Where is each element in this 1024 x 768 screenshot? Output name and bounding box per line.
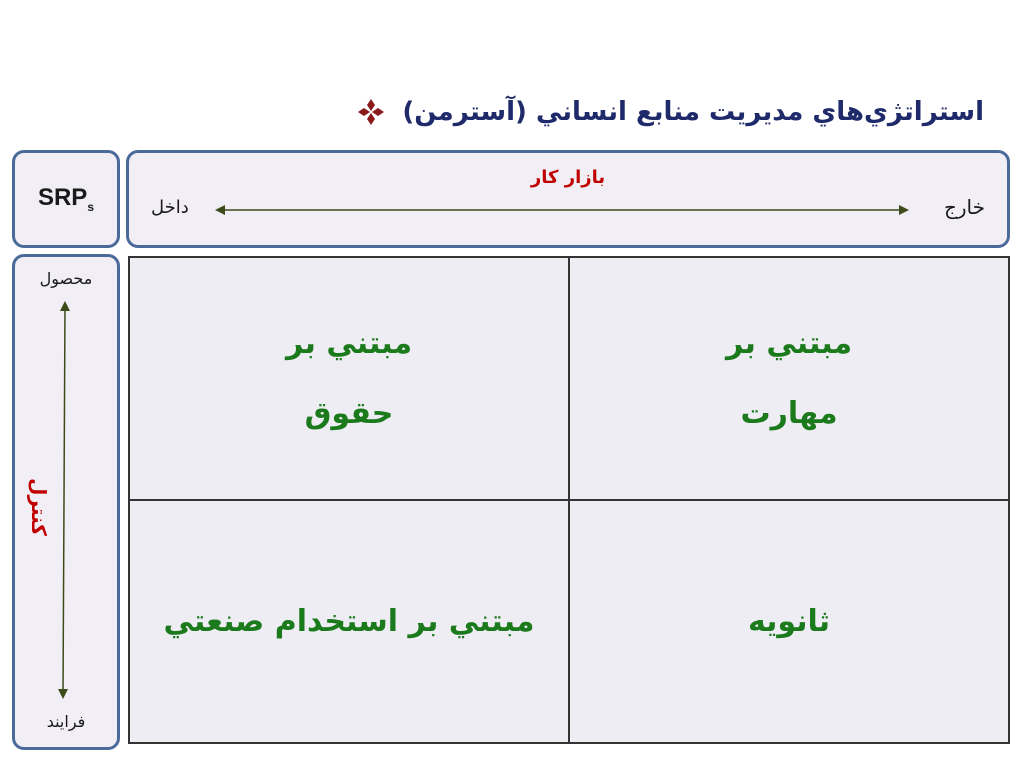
control-label: كنترل xyxy=(27,478,51,536)
cell-secondary: ثانويه xyxy=(569,500,1009,743)
axis-product-label: محصول xyxy=(39,269,93,288)
diamond-bullet-icon xyxy=(356,97,386,127)
labor-market-axis xyxy=(126,150,1010,248)
axis-outside-label: خارج xyxy=(943,195,985,219)
srps-label-box xyxy=(12,150,120,248)
title-text: استراتژي‌هاي مديريت منابع انساني (آسترمن) xyxy=(402,97,984,127)
srps-label: $SRP_s$ xyxy=(37,184,95,214)
axis-inside-label: داخل xyxy=(151,197,189,218)
cell-skill-based: مبتني بر مهارت xyxy=(569,257,1009,500)
slide-title xyxy=(356,92,984,132)
strategy-matrix xyxy=(128,256,1010,744)
cell-industrial-employment: مبتني بر استخدام صنعتي xyxy=(129,500,569,743)
cell-rights-based: مبتني بر حقوق xyxy=(129,257,569,500)
axis-process-label: فرايند xyxy=(46,712,86,731)
labor-market-label: بازار كار xyxy=(530,167,606,188)
control-axis xyxy=(12,254,120,750)
